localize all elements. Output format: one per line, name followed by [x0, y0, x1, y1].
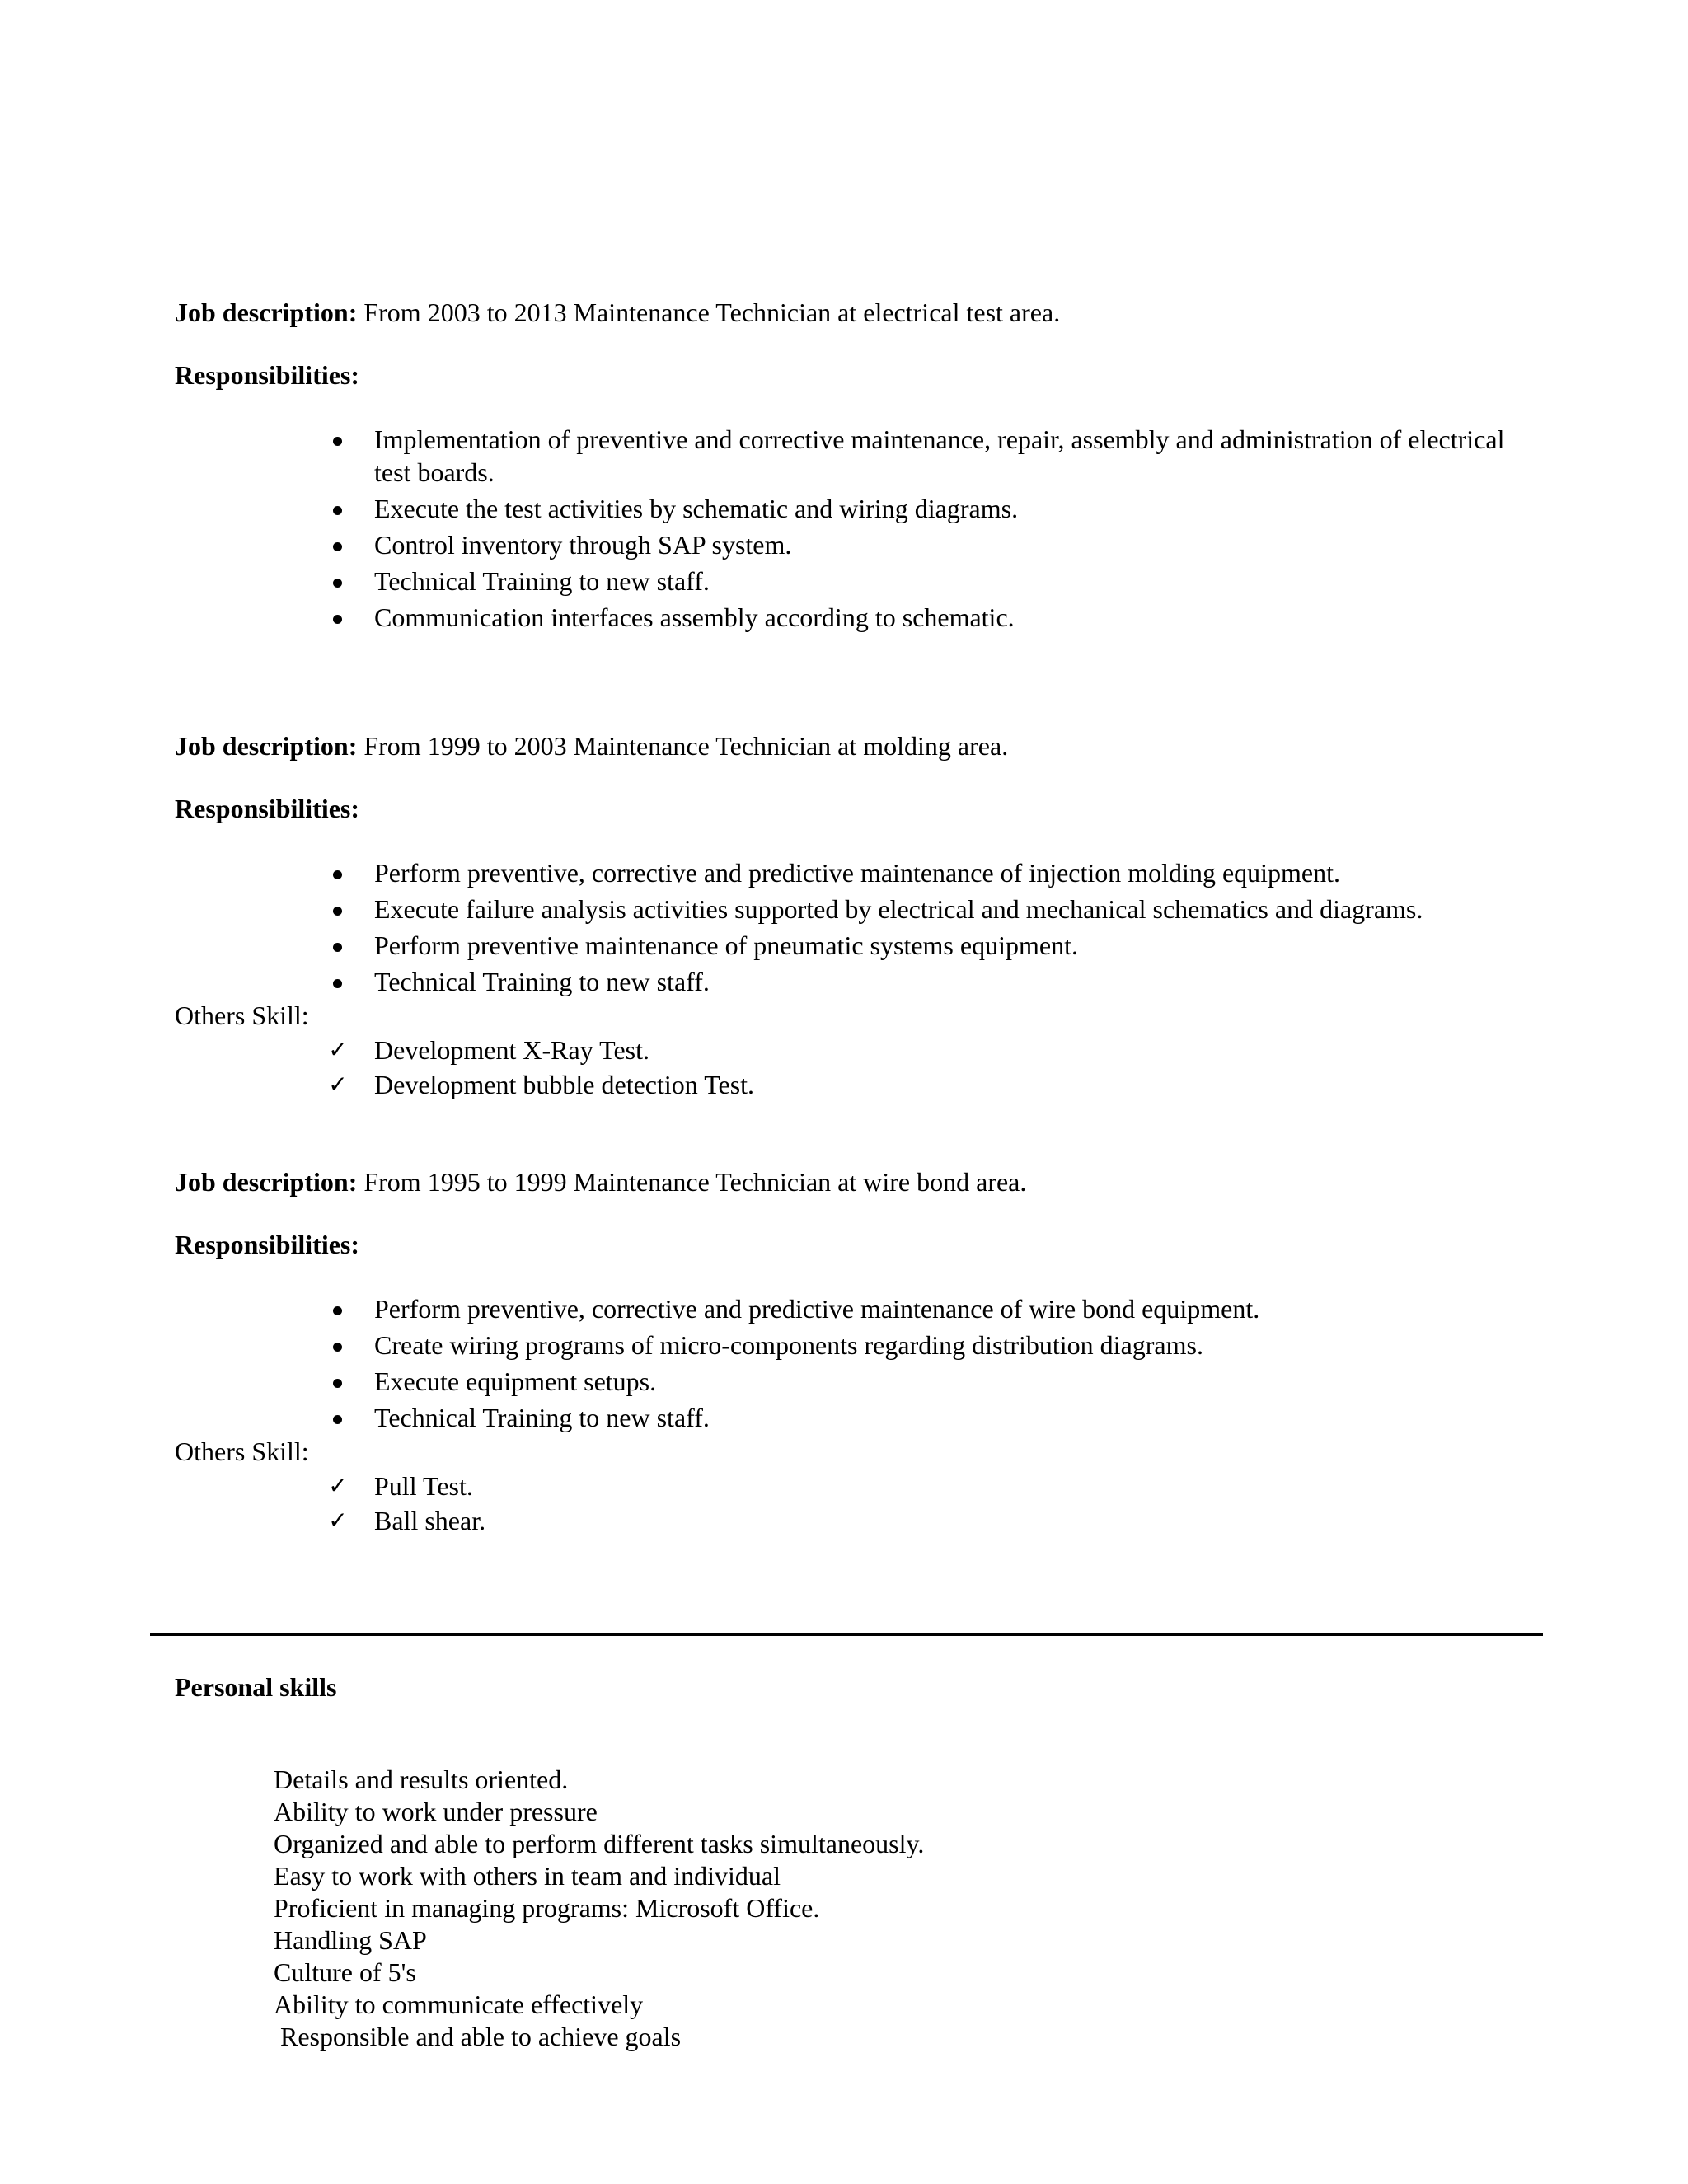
responsibilities-label: Responsibilities: [175, 360, 360, 390]
list-item [175, 1033, 1543, 1067]
list-item-text: Technical Training to new staff. [374, 1403, 710, 1432]
list-item-text: Implementation of preventive and corrective maintenance, repair, assembly and administration of electrical test boards. [374, 424, 1505, 487]
responsibilities-list [175, 1292, 1543, 1434]
job-2 [175, 728, 1543, 1102]
job-description-label: Job description: [175, 1167, 358, 1197]
list-item: Ability to communicate effectively [274, 1990, 644, 2019]
list-item: Organized and able to perform different tasks simultaneously. [274, 1829, 925, 1858]
list-item [175, 601, 1543, 634]
list-item-text: Ball shear. [374, 1506, 486, 1535]
list-item: Proficient in managing programs: Microsoft Office. [274, 1893, 820, 1923]
list-item: Culture of 5's [274, 1957, 416, 1987]
list-item [175, 1067, 1543, 1102]
personal-skills-list [274, 1764, 924, 2053]
list-item: Details and results oriented. [274, 1765, 569, 1794]
job-1-description [175, 294, 1543, 330]
list-item [175, 1329, 1543, 1361]
job-description-text: From 1999 to 2003 Maintenance Technician at molding area. [357, 731, 1009, 761]
list-item-text: Pull Test. [374, 1471, 473, 1501]
list-item [175, 1401, 1543, 1434]
list-item [175, 965, 1543, 998]
list-item-text: Development X-Ray Test. [374, 1035, 649, 1065]
list-item-text: Control inventory through SAP system. [374, 530, 792, 560]
list-item-text: Perform preventive maintenance of pneumatic systems equipment. [374, 930, 1078, 960]
list-item [175, 1503, 1543, 1538]
others-skill-label: Others Skill: [175, 1436, 309, 1466]
others-skill-list [175, 1469, 1543, 1538]
others-skill-list [175, 1033, 1543, 1102]
checkmark-icon: ✓ [328, 1507, 348, 1534]
checkmark-icon: ✓ [328, 1036, 348, 1063]
list-item: Ability to work under pressure [274, 1797, 598, 1826]
job-2-description [175, 728, 1543, 764]
personal-skills-section [175, 1669, 1543, 1705]
list-item [175, 929, 1543, 962]
job-3-description [175, 1164, 1543, 1200]
list-item [175, 856, 1543, 889]
list-item-text: Communication interfaces assembly according to schematic. [374, 602, 1015, 632]
list-item-text: Technical Training to new staff. [374, 967, 710, 996]
checkmark-icon: ✓ [328, 1472, 348, 1499]
list-item-text: Execute failure analysis activities supported by electrical and mechanical schematics and diagrams. [374, 894, 1423, 924]
job-3 [175, 1164, 1543, 1538]
list-item [175, 528, 1543, 561]
job-1 [175, 294, 1543, 634]
job-description-text: From 1995 to 1999 Maintenance Technician at wire bond area. [357, 1167, 1027, 1197]
list-item-text: Create wiring programs of micro-components regarding distribution diagrams. [374, 1330, 1203, 1360]
list-item [175, 565, 1543, 598]
list-item [175, 423, 1543, 489]
list-item-text: Development bubble detection Test. [374, 1070, 755, 1099]
list-item-text: Technical Training to new staff. [374, 566, 710, 596]
job-description-label: Job description: [175, 298, 358, 327]
list-item: Handling SAP [274, 1925, 427, 1955]
list-item [175, 1292, 1543, 1325]
responsibilities-list [175, 856, 1543, 998]
list-item [175, 1469, 1543, 1503]
responsibilities-list [175, 423, 1543, 634]
section-divider [150, 1633, 1543, 1636]
list-item [175, 492, 1543, 525]
job-description-label: Job description: [175, 731, 358, 761]
responsibilities-label: Responsibilities: [175, 794, 360, 823]
list-item [175, 893, 1543, 926]
checkmark-icon: ✓ [328, 1071, 348, 1098]
list-item: Easy to work with others in team and individual [274, 1861, 781, 1891]
list-item-text: Execute the test activities by schematic and wiring diagrams. [374, 494, 1019, 523]
personal-skills-heading: Personal skills [175, 1672, 337, 1702]
job-description-text: From 2003 to 2013 Maintenance Technician at electrical test area. [357, 298, 1061, 327]
list-item [175, 1365, 1543, 1398]
others-skill-label: Others Skill: [175, 1001, 309, 1030]
list-item-text: Execute equipment setups. [374, 1366, 657, 1396]
list-item-text: Perform preventive, corrective and predictive maintenance of injection molding equipment. [374, 858, 1341, 888]
list-item-text: Perform preventive, corrective and predictive maintenance of wire bond equipment. [374, 1294, 1260, 1324]
responsibilities-label: Responsibilities: [175, 1230, 360, 1259]
list-item: Responsible and able to achieve goals [274, 2022, 682, 2051]
